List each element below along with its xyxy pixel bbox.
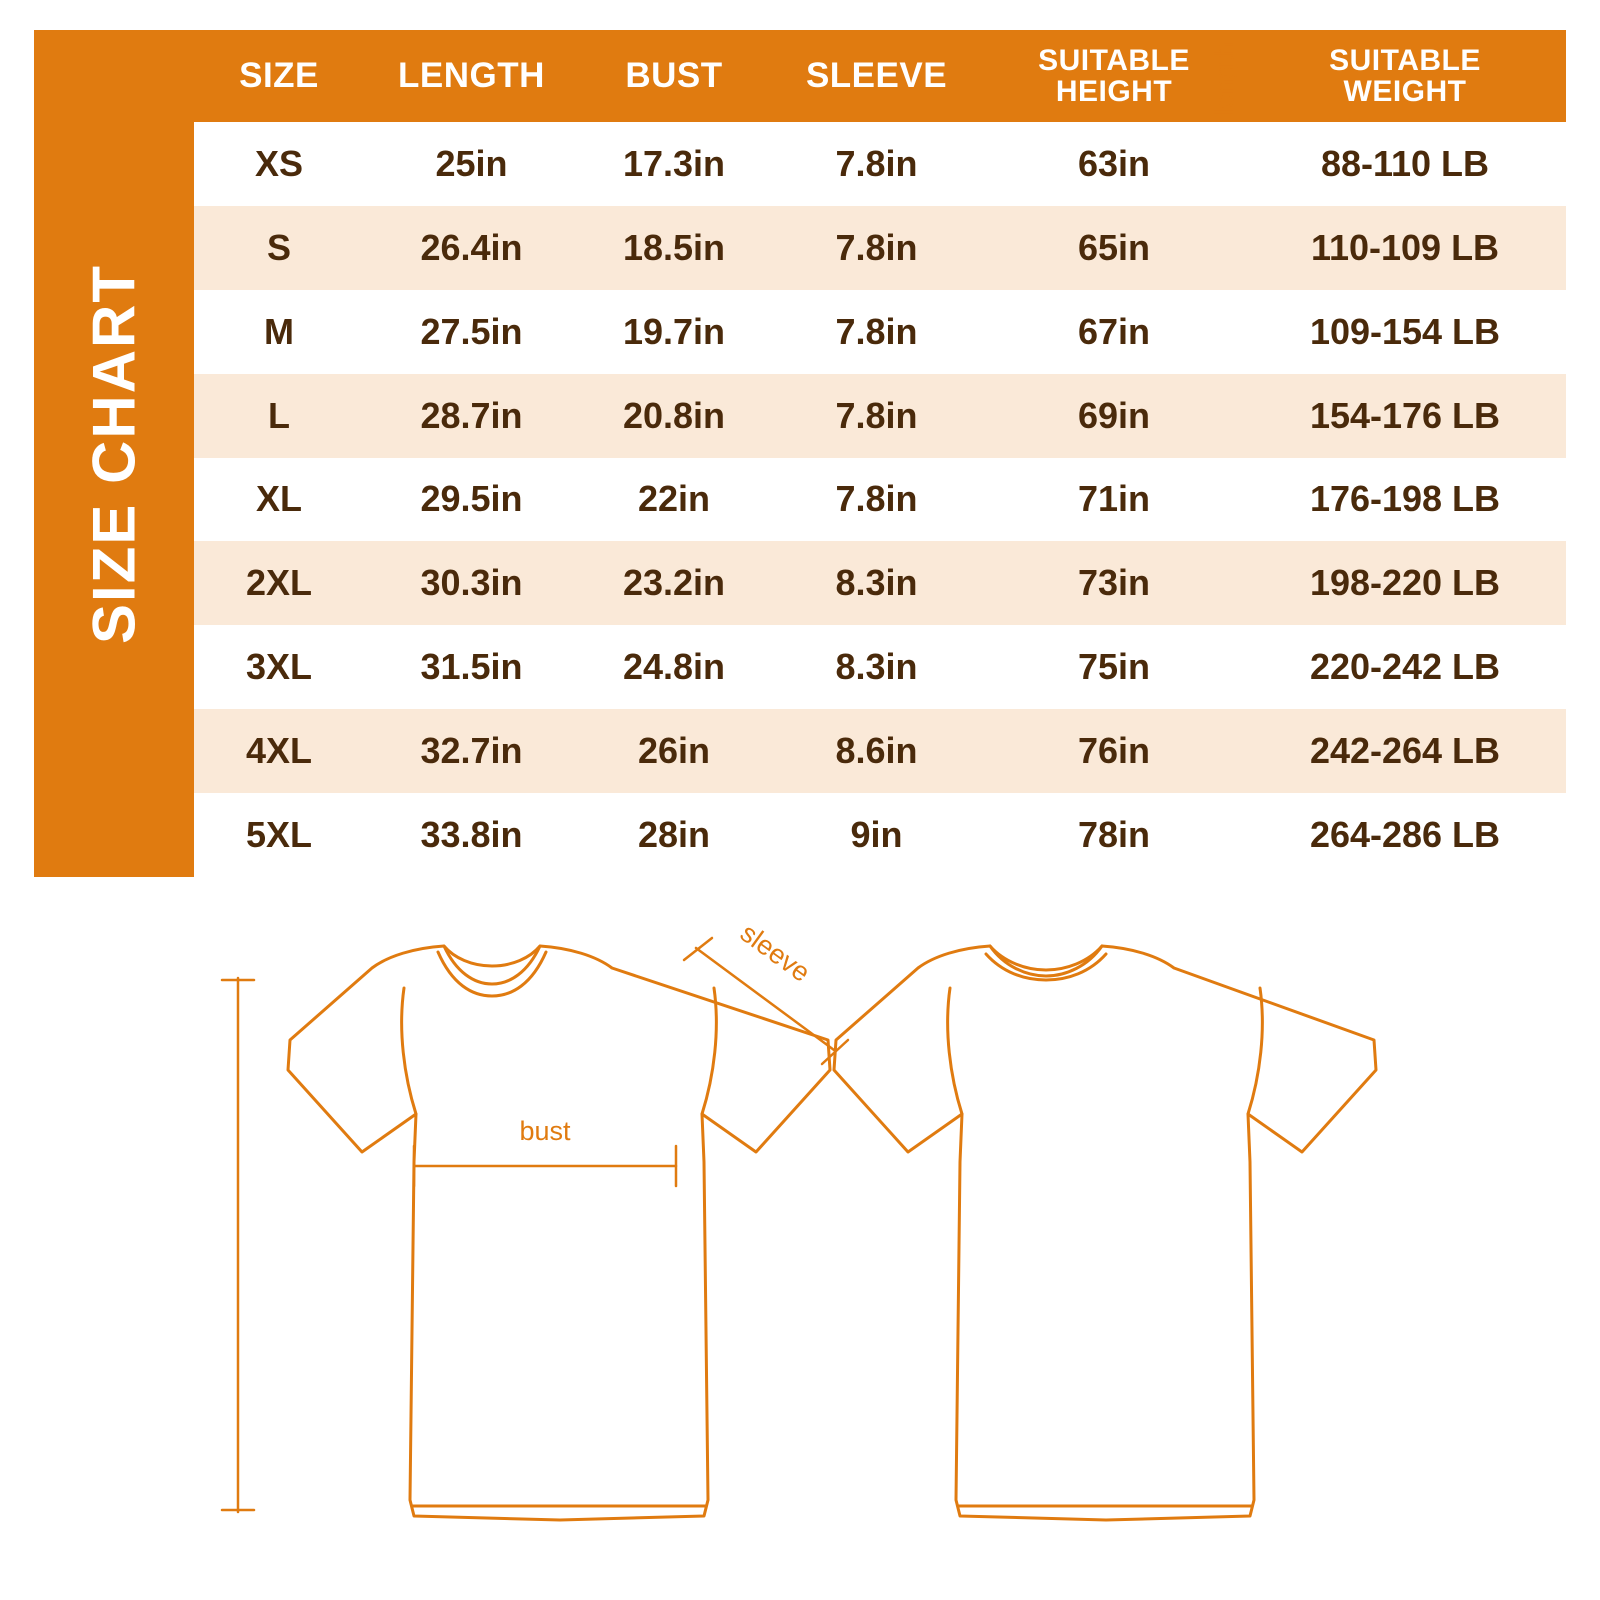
column-header-suitable-height bbox=[984, 30, 1244, 122]
cell-bust: 20.8in bbox=[579, 374, 769, 458]
table-row bbox=[194, 290, 1566, 374]
column-header-weight-line1: SUITABLE bbox=[1329, 43, 1481, 77]
cell-size: M bbox=[194, 290, 364, 374]
cell-sleeve: 7.8in bbox=[769, 458, 984, 542]
column-header-height-line1: SUITABLE bbox=[1038, 43, 1190, 77]
cell-weight: 242-264 LB bbox=[1244, 709, 1566, 793]
table-row bbox=[194, 206, 1566, 290]
table-row bbox=[194, 625, 1566, 709]
cell-weight: 109-154 LB bbox=[1244, 290, 1566, 374]
table-row bbox=[194, 541, 1566, 625]
tshirt-front-outline bbox=[288, 946, 830, 1520]
cell-length: 30.3in bbox=[364, 541, 579, 625]
cell-size: 4XL bbox=[194, 709, 364, 793]
cell-bust: 22in bbox=[579, 458, 769, 542]
cell-sleeve: 7.8in bbox=[769, 374, 984, 458]
table-row bbox=[194, 374, 1566, 458]
cell-length: 26.4in bbox=[364, 206, 579, 290]
size-chart-panel bbox=[34, 30, 1566, 877]
column-header-height-line2: HEIGHT bbox=[1055, 75, 1173, 108]
cell-length: 29.5in bbox=[364, 458, 579, 542]
cell-bust: 19.7in bbox=[579, 290, 769, 374]
sleeve-label: sleeve bbox=[734, 917, 816, 988]
cell-sleeve: 7.8in bbox=[769, 122, 984, 206]
cell-height: 67in bbox=[984, 290, 1244, 374]
cell-height: 65in bbox=[984, 206, 1244, 290]
cell-sleeve: 7.8in bbox=[769, 206, 984, 290]
cell-height: 69in bbox=[984, 374, 1244, 458]
cell-sleeve: 9in bbox=[769, 793, 984, 877]
size-chart-side-label bbox=[34, 30, 194, 877]
table-row bbox=[194, 793, 1566, 877]
cell-height: 73in bbox=[984, 541, 1244, 625]
cell-height: 63in bbox=[984, 122, 1244, 206]
tshirt-back-outline bbox=[834, 946, 1376, 1520]
cell-size: 2XL bbox=[194, 541, 364, 625]
cell-length: 27.5in bbox=[364, 290, 579, 374]
cell-length: 33.8in bbox=[364, 793, 579, 877]
cell-sleeve: 8.6in bbox=[769, 709, 984, 793]
cell-bust: 23.2in bbox=[579, 541, 769, 625]
column-header-suitable-weight bbox=[1244, 30, 1566, 122]
cell-bust: 24.8in bbox=[579, 625, 769, 709]
cell-bust: 17.3in bbox=[579, 122, 769, 206]
cell-height: 76in bbox=[984, 709, 1244, 793]
cell-weight: 220-242 LB bbox=[1244, 625, 1566, 709]
cell-length: 32.7in bbox=[364, 709, 579, 793]
column-header-sleeve bbox=[769, 30, 984, 122]
size-table-body bbox=[194, 122, 1566, 877]
column-header-size bbox=[194, 30, 364, 122]
cell-height: 71in bbox=[984, 458, 1244, 542]
table-row bbox=[194, 122, 1566, 206]
size-table-head bbox=[194, 30, 1566, 122]
column-header-length bbox=[364, 30, 579, 122]
column-header-size-label: SIZE bbox=[239, 55, 319, 95]
cell-sleeve: 7.8in bbox=[769, 290, 984, 374]
length-label: length bbox=[1209, 41, 1239, 115]
cell-size: XL bbox=[194, 458, 364, 542]
column-header-length-label: LENGTH bbox=[398, 55, 545, 95]
cell-length: 25in bbox=[364, 122, 579, 206]
cell-weight: 176-198 LB bbox=[1244, 458, 1566, 542]
size-table-wrapper bbox=[194, 30, 1566, 877]
column-header-bust bbox=[579, 30, 769, 122]
size-chart-title: SIZE CHART bbox=[80, 263, 148, 644]
cell-bust: 28in bbox=[579, 793, 769, 877]
cell-weight: 154-176 LB bbox=[1244, 374, 1566, 458]
cell-weight: 198-220 LB bbox=[1244, 541, 1566, 625]
cell-weight: 110-109 LB bbox=[1244, 206, 1566, 290]
cell-weight: 88-110 LB bbox=[1244, 122, 1566, 206]
cell-weight: 264-286 LB bbox=[1244, 793, 1566, 877]
table-row bbox=[194, 709, 1566, 793]
cell-size: L bbox=[194, 374, 364, 458]
column-header-bust-label: BUST bbox=[625, 55, 723, 95]
cell-bust: 18.5in bbox=[579, 206, 769, 290]
bust-dimension-line bbox=[414, 1146, 676, 1186]
table-row bbox=[194, 458, 1566, 542]
cell-size: S bbox=[194, 206, 364, 290]
cell-length: 31.5in bbox=[364, 625, 579, 709]
cell-length: 28.7in bbox=[364, 374, 579, 458]
cell-size: 5XL bbox=[194, 793, 364, 877]
column-header-weight-line2: WEIGHT bbox=[1343, 75, 1467, 108]
size-table bbox=[194, 30, 1566, 877]
cell-bust: 26in bbox=[579, 709, 769, 793]
table-header-row bbox=[194, 30, 1566, 122]
cell-sleeve: 8.3in bbox=[769, 625, 984, 709]
cell-size: XS bbox=[194, 122, 364, 206]
cell-size: 3XL bbox=[194, 625, 364, 709]
cell-height: 75in bbox=[984, 625, 1244, 709]
length-dimension-line bbox=[222, 978, 254, 1512]
column-header-sleeve-label: SLEEVE bbox=[805, 55, 948, 95]
bust-label: bust bbox=[519, 1116, 571, 1146]
cell-sleeve: 8.3in bbox=[769, 541, 984, 625]
cell-height: 78in bbox=[984, 793, 1244, 877]
